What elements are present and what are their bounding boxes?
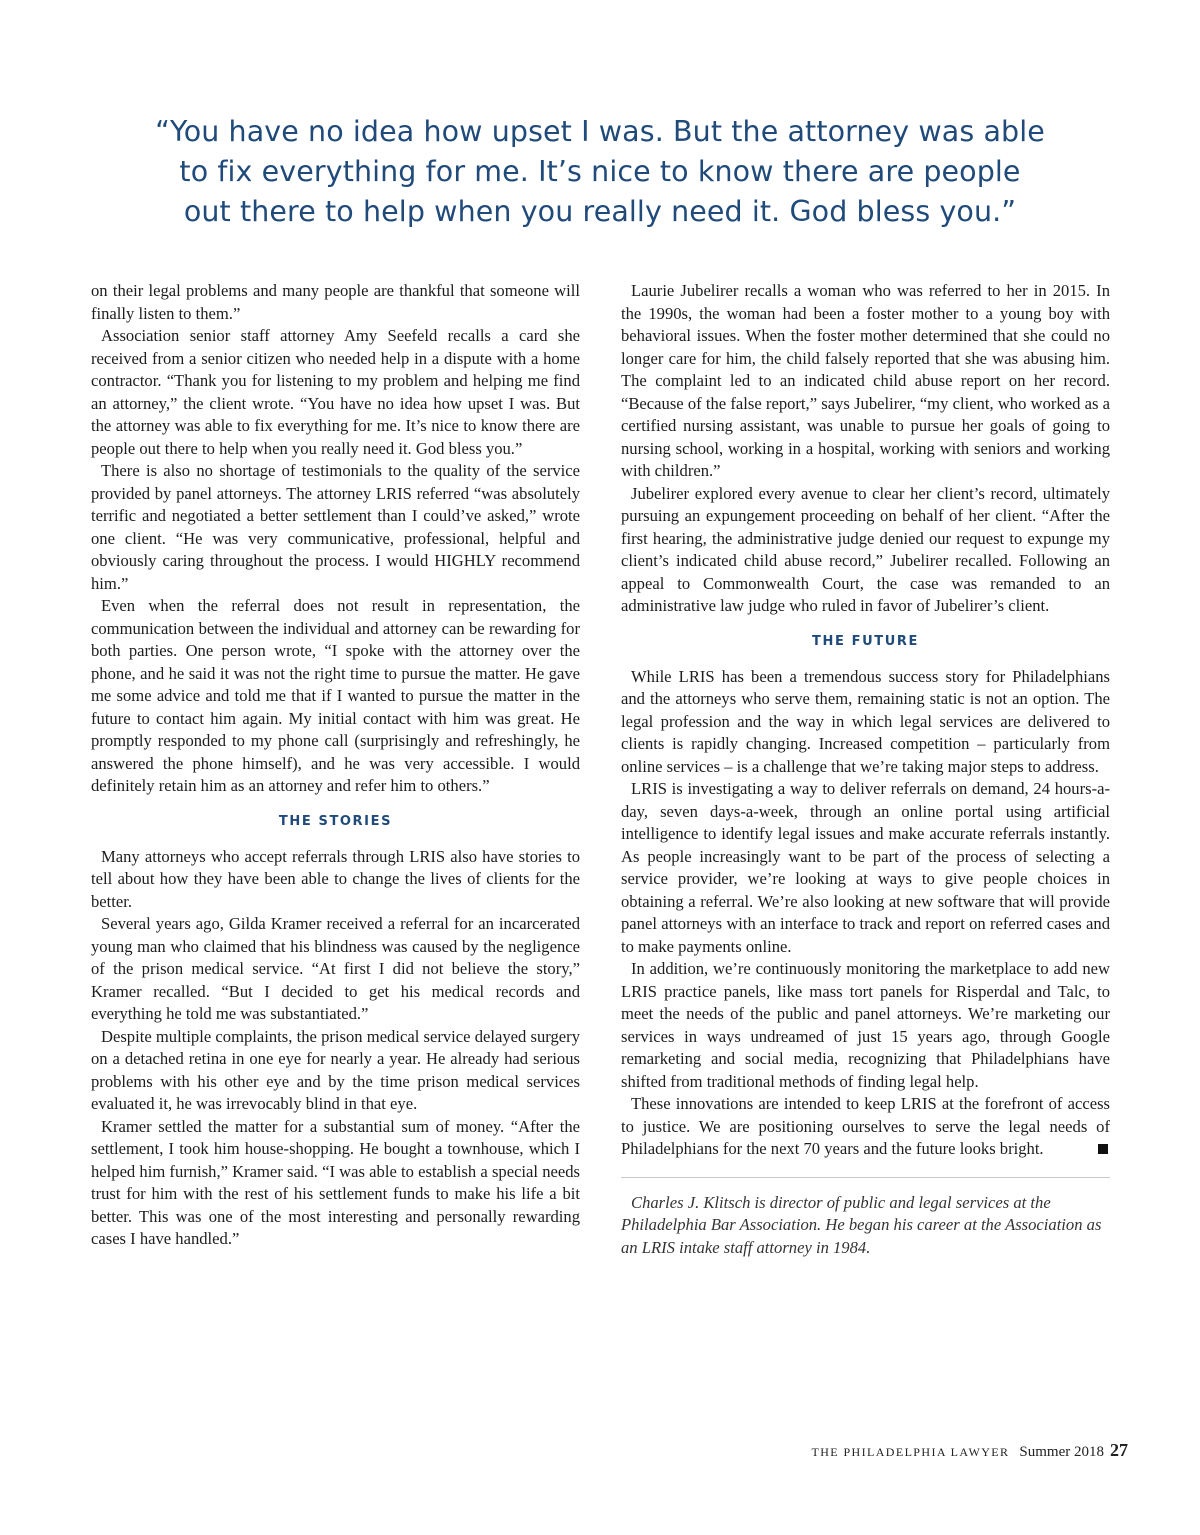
pull-quote — [100, 112, 1100, 232]
section-heading-stories: THE STORIES — [278, 813, 393, 829]
page-number: 27 — [1110, 1440, 1128, 1460]
body-paragraph: Many attorneys who accept referrals through LRIS also have stories to tell about how they have been able to change the lives of clients for the better. — [91, 846, 580, 911]
body-paragraph-final — [621, 1093, 1110, 1161]
body-paragraph: Association senior staff attorney Amy Seefeld recalls a card she received from a senior citizen who needed help in a dispute with a home contractor. “Thank you for listening to my problem and helping me find an attorney,” the client wrote. “You have no idea how upset I was. But the attorney was able to fix everything for me. It’s nice to know there are people out there to help when you really need it. God bless you.” — [91, 326, 580, 458]
body-paragraph: While LRIS has been a tremendous success story for Philadelphians and the attorneys who serve them, remaining static is not an option. The legal profession and the way in which legal services are delivered to clients is rapidly changing. Increased competition – particularly from online services – is a challenge that we’re taking major steps to address. — [621, 666, 1110, 776]
body-paragraph: LRIS is investigating a way to deliver referrals on demand, 24 hours-a-day, seven days-a-week, through an online portal using artificial intelligence to identify legal issues and make accurate referrals instantly. As people increasingly want to be part of the process of selecting a service provider, we’re looking at ways to give people choices in obtaining a referral. We’re also looking at new software that will provide panel attorneys with an interface to track and report on referred cases and to make payments online. — [621, 779, 1110, 956]
divider — [621, 1177, 1110, 1178]
body-paragraph: Even when the referral does not result in representation, the communication between the individual and attorney can be rewarding for both parties. One person wrote, “I spoke with the attorney over the phone, and he said it was not the right time to pursue the matter. He gave me some advice and told me that if I wanted to pursue the matter in the future to contact him again. My initial contact with him was great. He promptly responded to my phone call (surprisingly and refreshingly, he answered the phone himself), and he was very accessible. I would definitely retain him as an attorney and refer him to others.” — [91, 596, 580, 795]
pull-quote-line: out there to help when you really need it. God bless you.” — [183, 195, 1017, 228]
body-paragraph: Several years ago, Gilda Kramer received a referral for an incarcerated young man who claimed that his blindness was caused by the negligence of the prison medical service. “At first I did not believe the story,” Kramer recalled. “But I decided to get his medical records and everything he told me was substantiated.” — [91, 914, 580, 1023]
issue-date: Summer 2018 — [1019, 1444, 1104, 1460]
body-paragraph: There is also no shortage of testimonials to the quality of the service provided by panel attorneys. The attorney LRIS referred “was absolutely terrific and negotiated a better settlement than I could’ve asked,” wrote one client. “He was very communicative, professional, helpful and obviously caring throughout the process. I would HIGHLY recommend him.” — [91, 461, 580, 593]
body-paragraph: Laurie Jubelirer recalls a woman who was referred to her in 2015. In the 1990s, the woman had been a foster mother to a young boy with behavioral issues. When the foster mother determined that she could no longer care for him, the child falsely reported that she was abusing him. The complaint led to an indicated child abuse report on her record. “Because of the false report,” says Jubelirer, “my client, who worked as a certified nursing assistant, was unable to pursue her goals of going to nursing school, working in a hospital, working with seniors and working with children.” — [621, 281, 1110, 480]
body-paragraph: on their legal problems and many people are thankful that someone will finally listen to them.” — [91, 281, 580, 323]
left-column — [91, 280, 580, 1251]
end-of-article-mark-icon — [1098, 1144, 1108, 1154]
pull-quote-line: “You have no idea how upset I was. But the attorney was able — [155, 115, 1045, 148]
pull-quote-line: to fix everything for me. It’s nice to know there are people — [179, 155, 1021, 188]
body-paragraph: Jubelirer explored every avenue to clear her client’s record, ultimately pursuing an expungement proceeding on behalf of her client. “After the first hearing, the administrative judge denied our request to expunge my client’s indicated child abuse record,” Jubelirer recalled. Following an appeal to Commonwealth Court, the case was remanded to an administrative law judge who ruled in favor of Jubelirer’s client. — [621, 483, 1110, 615]
publication-name: THE PHILADELPHIA LAWYER — [811, 1445, 1010, 1459]
body-paragraph: Despite multiple complaints, the prison medical service delayed surgery on a detached retina in one eye for nearly a year. He already had serious problems with his other eye and by the time prison medical services evaluated it, he was irrevocably blind in that eye. — [91, 1026, 580, 1113]
body-paragraph: In addition, we’re continuously monitoring the marketplace to add new LRIS practice panels, like mass tort panels for Risperdal and Talc, to meet the needs of the public and panel attorneys. We’re marketing our services in ways undreamed of just 15 years ago, through Google remarketing and social media, recognizing that Philadelphians have shifted from traditional methods of finding legal help. — [621, 959, 1110, 1091]
right-column — [621, 280, 1110, 1259]
final-paragraph-text: These innovations are intended to keep LRIS at the forefront of access to justice. We are positioning ourselves to serve the legal needs of Philadelphians for the next 70 years and the future looks bright. — [621, 1094, 1110, 1158]
body-paragraph: Kramer settled the matter for a substantial sum of money. “After the settlement, I took him house-shopping. He bought a townhouse, which I helped him furnish,” Kramer said. “I was able to establish a special needs trust for him with the rest of his settlement funds to make his life a bit better. This was one of the most interesting and personally rewarding cases I have handled.” — [91, 1116, 580, 1248]
page-footer — [812, 1440, 1128, 1461]
author-bio: Charles J. Klitsch is director of public and legal services at the Philadelphia Bar Association. He began his career at the Association as an LRIS intake staff attorney in 1984. — [621, 1192, 1102, 1257]
section-heading-future: THE FUTURE — [812, 633, 919, 649]
